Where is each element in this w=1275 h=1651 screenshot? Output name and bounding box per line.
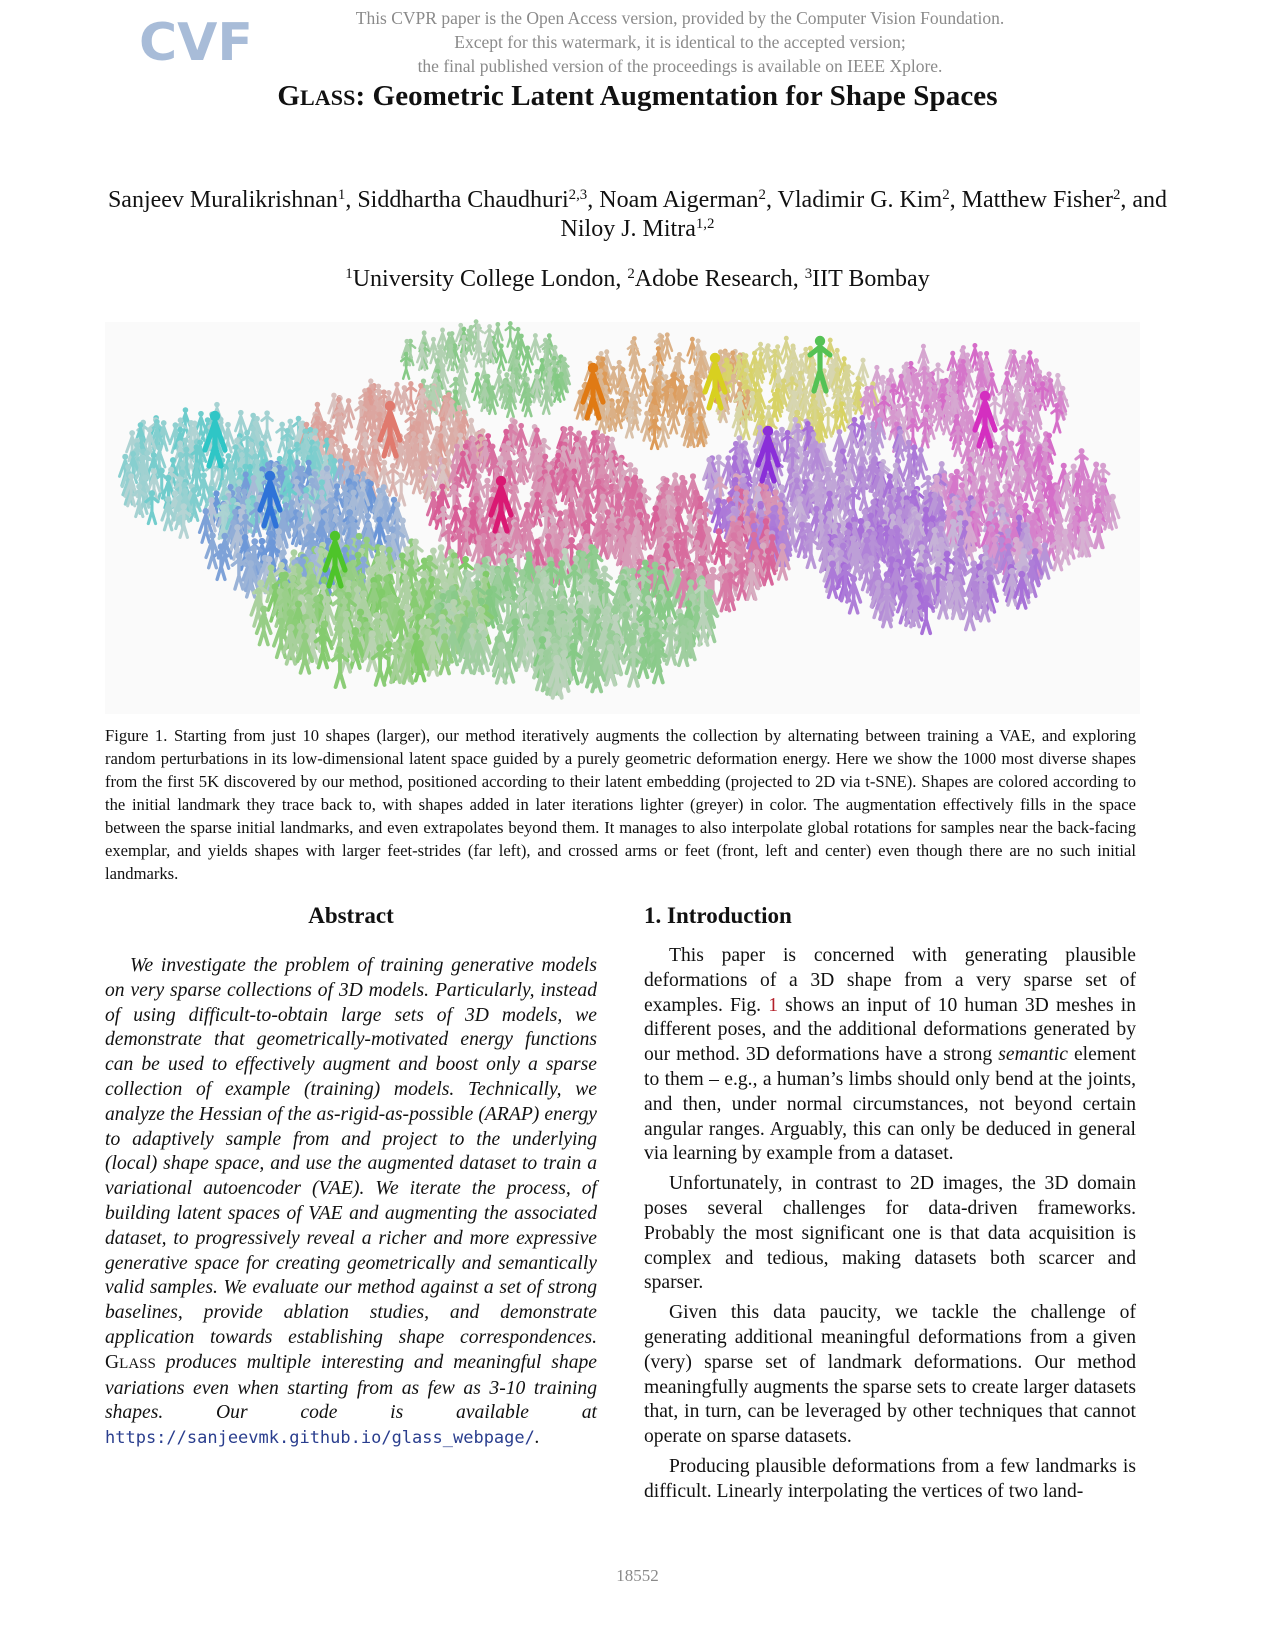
watermark-line: Except for this watermark, it is identical to the accepted version;	[454, 32, 906, 52]
paper-title: GLASS: Geometric Latent Augmentation for Shape Spaces	[277, 80, 998, 112]
affiliations: $^1$University College London, $^2$Adobe Research, $^3$IIT Bombay	[345, 265, 930, 292]
teaser-shape-crowd	[105, 322, 1140, 714]
page-number: 18552	[616, 1566, 659, 1585]
cvf-logo	[139, 12, 253, 74]
figure-reference-link[interactable]: 1	[768, 994, 778, 1016]
paragraph: Unfortunately, in contrast to 2D images, the 3D domain poses several challenges for data-driven frameworks. Probably the most significant one is that data acquisition is complex and tedious, making datasets both scarcer and sparser.	[644, 1173, 1136, 1294]
teaser-figure	[105, 322, 1140, 714]
author-name: Siddhartha Chaudhuri	[357, 187, 569, 213]
watermark-line: This CVPR paper is the Open Access version, provided by the Computer Vision Foundation.	[355, 8, 1005, 28]
abstract-heading: Abstract	[308, 903, 394, 928]
human-shape	[857, 415, 868, 445]
author-name: Vladimir G. Kim	[777, 187, 943, 213]
paragraph: Given this data paucity, we tackle the challenge of generating additional meaningful deformations from a given (very) sparse set of landmark deformations. Our method meaningfully augments the sparse sets to create larger datasets that, in turn, can be leveraged by other techniques that cannot operate on sparse datasets.	[644, 1302, 1136, 1448]
author-name: Niloy J. Mitra	[560, 216, 696, 242]
author-name: Matthew Fisher	[961, 187, 1113, 213]
paragraph: This paper is concerned with generating plausible deformations of a 3D shape from a very sparse set of examples. Fig. 1 shows an input of 10 human 3D meshes in different poses, and the additional deformations generated by our method. 3D deformations have a strong semantic element to them – e.g., a human’s limbs should only bend at the joints, and then, under normal circumstances, not beyond certain angular ranges. Arguably, this can only be deduced in general via learning by example from a dataset.	[644, 945, 1137, 1165]
human-shape	[406, 381, 416, 409]
code-link[interactable]: https://sanjeevmk.github.io/glass_webpage/	[105, 1428, 535, 1449]
human-shape	[531, 333, 540, 359]
introduction-section	[644, 900, 1136, 1510]
abstract-body: We investigate the problem of training generative models on very sparse collections of 3D models. Particularly, instead of using difficult-to-obtain large sets of 3D models, we demonstrate that geometrically-motivated energy functions can be used to effectively augment and boost only a sparse collection of example (training) models. Technically, we analyze the Hessian of the as-rigid-as-possible (ARAP) energy to adaptively sample from and project to the underlying (local) shape space, and use the augmented dataset to train a variational autoencoder (VAE). We iterate the process, of building latent spaces of VAE and augmenting the associated dataset, to progressively reveal a richer and more expressive generative space for creating geometrically and semantically valid samples. We evaluate our method against a set of strong baselines, provide ablation studies, and demonstrate application towards establishing shape correspondences. GLASS produces multiple interesting and meaningful shape variations even when starting from as few as 3-10 training shapes. Our code is available at https://sanjeevmk.github.io/glass_webpage/.	[105, 955, 597, 1449]
author-name: Noam Aigerman	[599, 187, 759, 213]
watermark-notice	[300, 6, 1060, 78]
author-list: Sanjeev Muralikrishnan$^1$, Siddhartha Chaudhuri$^{2,3}$, Noam Aigerman$^2$, Vladimir G. Kim$^2$, Matthew Fisher$^2$, and Niloy J. Mitra$^{1,2}$	[107, 186, 1168, 242]
human-shape	[496, 343, 506, 370]
human-shape	[658, 416, 669, 446]
author-name: Sanjeev Muralikrishnan	[107, 187, 338, 213]
introduction-heading: 1. Introduction	[644, 903, 792, 928]
watermark-line: the final published version of the proceedings is available on IEEE Xplore.	[417, 56, 943, 76]
abstract-section	[105, 900, 597, 1451]
paragraph: Producing plausible deformations from a few landmarks is difficult. Linearly interpolating the vertices of two land-	[644, 1455, 1136, 1502]
cvf-logo-text: CVF	[139, 13, 253, 73]
figure-caption: Figure 1. Starting from just 10 shapes (larger), our method iteratively augments the collection by alternating between training a VAE, and exploring random perturbations in its low-dimensional latent space guided by a purely geometric deformation energy. Here we show the 1000 most diverse shapes from the first 5K discovered by our method, positioned according to their latent embedding (projected to 2D via t-SNE). Shapes are colored according to the initial landmark they trace back to, with shapes added in later iterations lighter (greyer) in color. The augmentation effectively fills in the space between the sparse initial landmarks, and even extrapolates beyond them. It manages to also interpolate global rotations for samples near the back-facing exemplar, and yields shapes with larger feet-strides (far left), and crossed arms or feet (front, left and center) even though there are no such initial landmarks.	[105, 726, 1136, 883]
